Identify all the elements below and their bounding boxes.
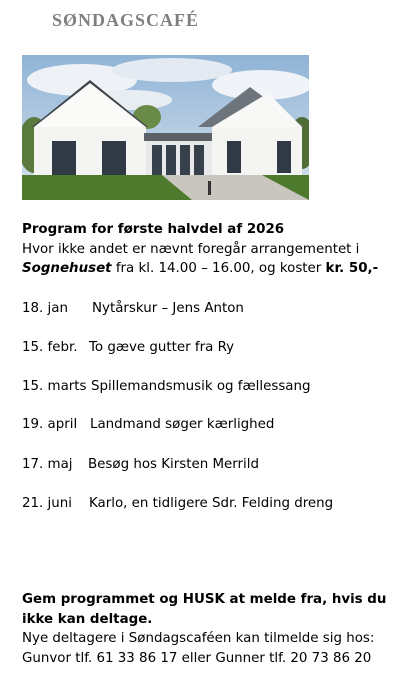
event-date: 19. april bbox=[22, 417, 78, 432]
intro-venue-line bbox=[22, 259, 412, 279]
list-item bbox=[22, 455, 259, 474]
intro-block bbox=[22, 220, 412, 279]
event-title: Nytårskur – Jens Anton bbox=[92, 301, 244, 316]
price: kr. 50,- bbox=[325, 261, 379, 276]
list-item bbox=[22, 377, 311, 396]
event-date: 15. febr. bbox=[22, 340, 78, 355]
list-item bbox=[22, 299, 244, 318]
event-date: 17. maj bbox=[22, 457, 73, 472]
list-item bbox=[22, 338, 235, 357]
event-title: To gæve gutter fra Ry bbox=[89, 340, 235, 355]
page-title: SØNDAGSCAFÉ bbox=[52, 10, 200, 30]
reminder-text: Gem programmet og HUSK at melde fra, hvis du ikke kan deltage. bbox=[22, 592, 387, 627]
event-title: Karlo, en tidligere Sdr. Felding dreng bbox=[89, 496, 334, 511]
event-title: Landmand søger kærlighed bbox=[90, 417, 275, 432]
building-photo bbox=[22, 55, 309, 200]
event-title: Besøg hos Kirsten Merrild bbox=[88, 457, 259, 472]
event-date: 15. marts bbox=[22, 379, 87, 394]
intro-line: Hvor ikke andet er nævnt foregår arrangementet i bbox=[22, 241, 360, 257]
event-title: Spillemandsmusik og fællessang bbox=[91, 379, 311, 394]
list-item bbox=[22, 494, 334, 513]
contact-line: Gunvor tlf. 61 33 86 17 eller Gunner tlf. 20 73 86 20 bbox=[22, 650, 372, 666]
program-heading: Program for første halvdel af 2026 bbox=[22, 222, 285, 237]
signup-line: Nye deltagere i Søndagscaféen kan tilmelde sig hos: bbox=[22, 631, 375, 646]
list-item bbox=[22, 415, 275, 434]
event-date: 21. juni bbox=[22, 496, 72, 511]
footer-block bbox=[22, 590, 414, 668]
event-date: 18. jan bbox=[22, 301, 68, 316]
time-text: fra kl. 14.00 – 16.00, og koster bbox=[111, 261, 326, 276]
venue-name: Sognehuset bbox=[22, 261, 112, 276]
